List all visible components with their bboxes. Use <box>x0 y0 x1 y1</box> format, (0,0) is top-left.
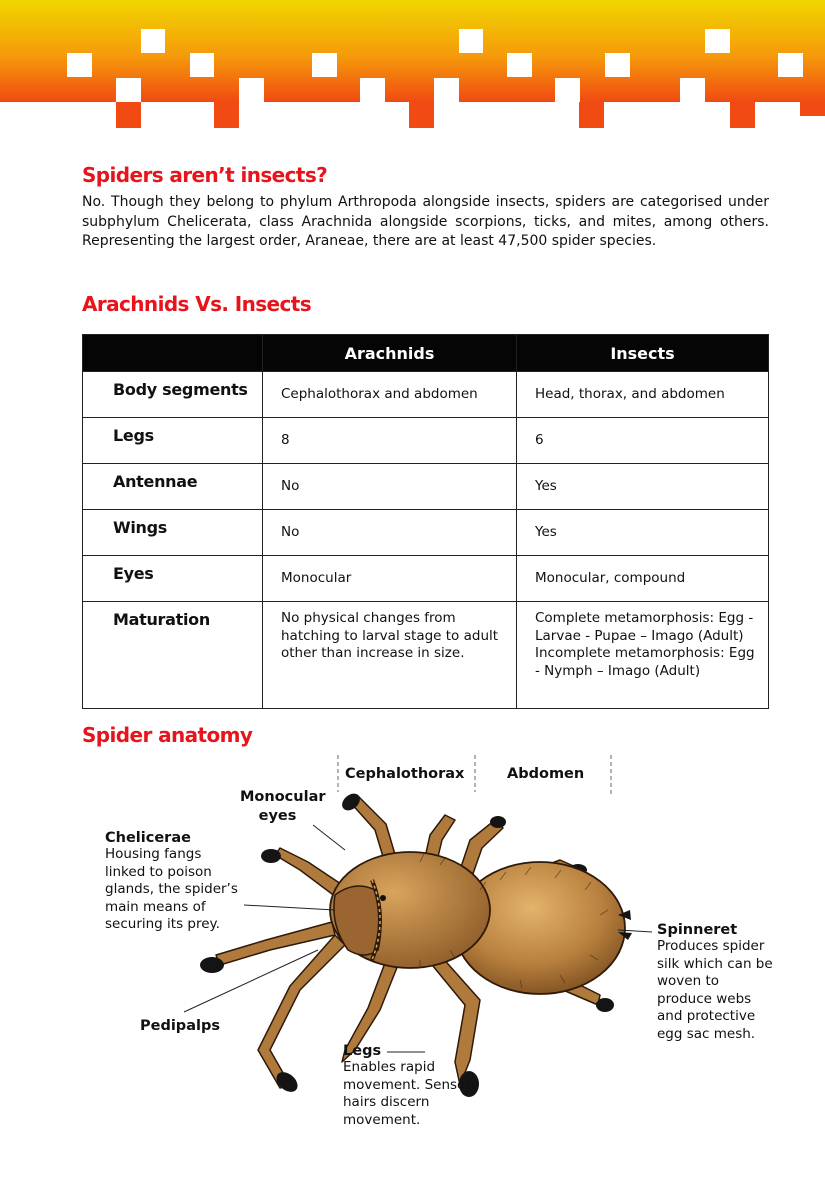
table-header-row <box>83 335 769 372</box>
spinneret-callout <box>657 922 777 1043</box>
intro-heading: Spiders aren’t insects? <box>82 163 328 187</box>
table-row <box>83 556 769 602</box>
arachnids-cell: No physical changes from hatching to larval stage to adult other than increase in size. <box>263 602 517 709</box>
cephalothorax-label: Cephalothorax <box>345 766 465 782</box>
header-cell-blank <box>83 335 263 372</box>
legs-callout <box>343 1043 493 1129</box>
insects-cell: Yes <box>517 510 769 556</box>
row-label: Antennae <box>83 464 263 510</box>
row-label: Legs <box>83 418 263 464</box>
row-label: Eyes <box>83 556 263 602</box>
insects-cell: Yes <box>517 464 769 510</box>
spinneret-desc: Produces spider silk which can be woven to produce webs and protective egg sac mesh. <box>657 938 773 1042</box>
legs-desc: Enables rapid movement. Sensory hairs discern movement. <box>343 1059 479 1128</box>
anatomy-heading: Spider anatomy <box>82 723 253 747</box>
pedipalps-label: Pedipalps <box>140 1018 220 1034</box>
insects-cell: Monocular, compound <box>517 556 769 602</box>
abdomen-label: Abdomen <box>507 766 585 782</box>
chelicerae-callout <box>105 830 245 934</box>
table-row <box>83 372 769 418</box>
table-row <box>83 418 769 464</box>
row-label: Maturation <box>83 602 263 709</box>
arachnids-cell: No <box>263 464 517 510</box>
insects-cell: Complete metamorphosis: Egg - Larvae - Pupae – Imago (Adult) Incomplete metamorphosis: Egg - Nymph – Imago (Adult) <box>517 602 769 709</box>
insects-cell: Head, thorax, and abdomen <box>517 372 769 418</box>
header-cell-arachnids: Arachnids <box>263 335 517 372</box>
anatomy-diagram <box>0 750 825 1170</box>
table-row <box>83 464 769 510</box>
arachnids-cell: No <box>263 510 517 556</box>
table-row <box>83 602 769 709</box>
eyes-label: Monocular eyes <box>240 789 326 824</box>
chelicerae-title: Chelicerae <box>105 830 191 846</box>
comparison-heading: Arachnids Vs. Insects <box>82 292 312 316</box>
arachnids-cell: Monocular <box>263 556 517 602</box>
header-cell-insects: Insects <box>517 335 769 372</box>
arachnids-cell: Cephalothorax and abdomen <box>263 372 517 418</box>
row-label: Wings <box>83 510 263 556</box>
table-row <box>83 510 769 556</box>
row-label: Body segments <box>83 372 263 418</box>
spinneret-title: Spinneret <box>657 922 738 938</box>
insects-cell: 6 <box>517 418 769 464</box>
legs-title: Legs <box>343 1043 382 1059</box>
intro-paragraph: No. Though they belong to phylum Arthropoda alongside insects, spiders are categorised under subphylum Chelicerata, class Arachnida alongside scorpions, ticks, and mites, among others. Representing the largest order, Araneae, there are at least 47,500 spider species. <box>82 194 769 249</box>
comparison-table <box>82 334 769 709</box>
arachnids-cell: 8 <box>263 418 517 464</box>
chelicerae-desc: Housing fangs linked to poison glands, the spider’s main means of securing its prey. <box>105 846 238 932</box>
pixel-flame-banner <box>0 0 825 130</box>
